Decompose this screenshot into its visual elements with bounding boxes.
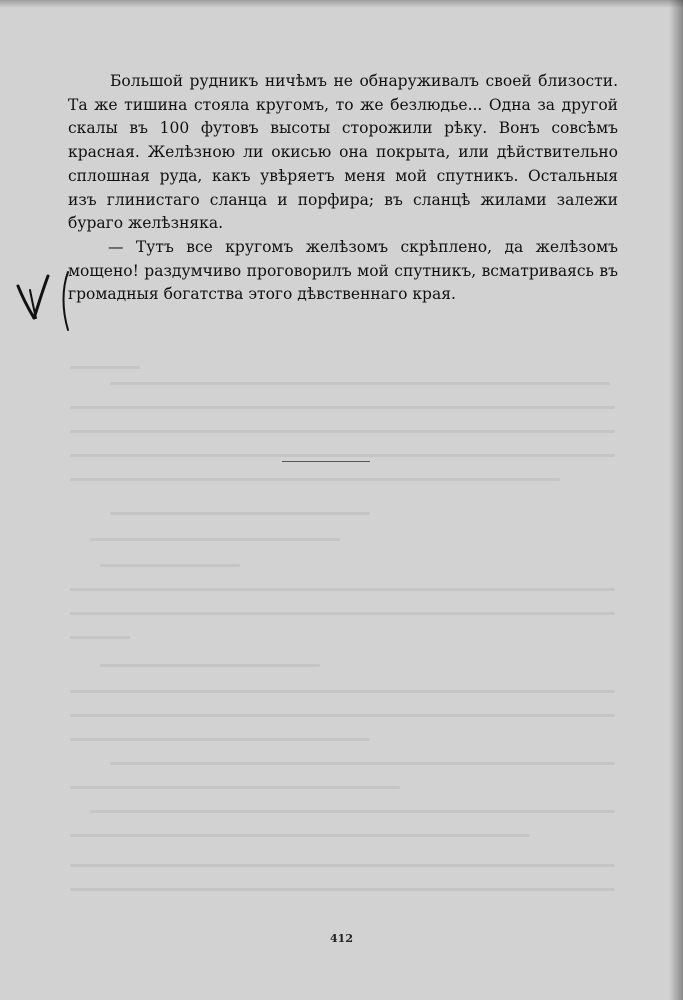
page-shadow-top — [0, 0, 683, 8]
paragraph-2: — Тутъ все кругомъ желѣзомъ скрѣплено, да желѣзомъ мощено! раздумчиво проговорилъ мой спутникъ, всматриваясь въ громадныя богатства этого дѣвственнаго края. — [68, 237, 618, 304]
handwritten-check-mark-icon — [12, 268, 72, 334]
paragraph-1: Большой рудникъ ничѣмъ не обнаруживалъ своей близости. Та же тишина стояла кругомъ, то же безлюдье... Одна за другой скалы въ 100 футовъ высоты сторожили рѣку. Вонъ совсѣмъ красная. Желѣзною ли окисью она покрыта, или дѣйствительно сплошная руда, какъ увѣряетъ меня мой спутникъ. Остальныя изъ глинистаго сланца и порфира; въ сланцѣ жилами залежи бураго желѣзняка. — [68, 72, 618, 233]
main-text-block — [68, 70, 618, 307]
section-divider — [282, 461, 370, 462]
page-number: 412 — [330, 932, 353, 945]
bleed-through-text — [70, 360, 620, 920]
page-shadow-right — [669, 0, 683, 1000]
